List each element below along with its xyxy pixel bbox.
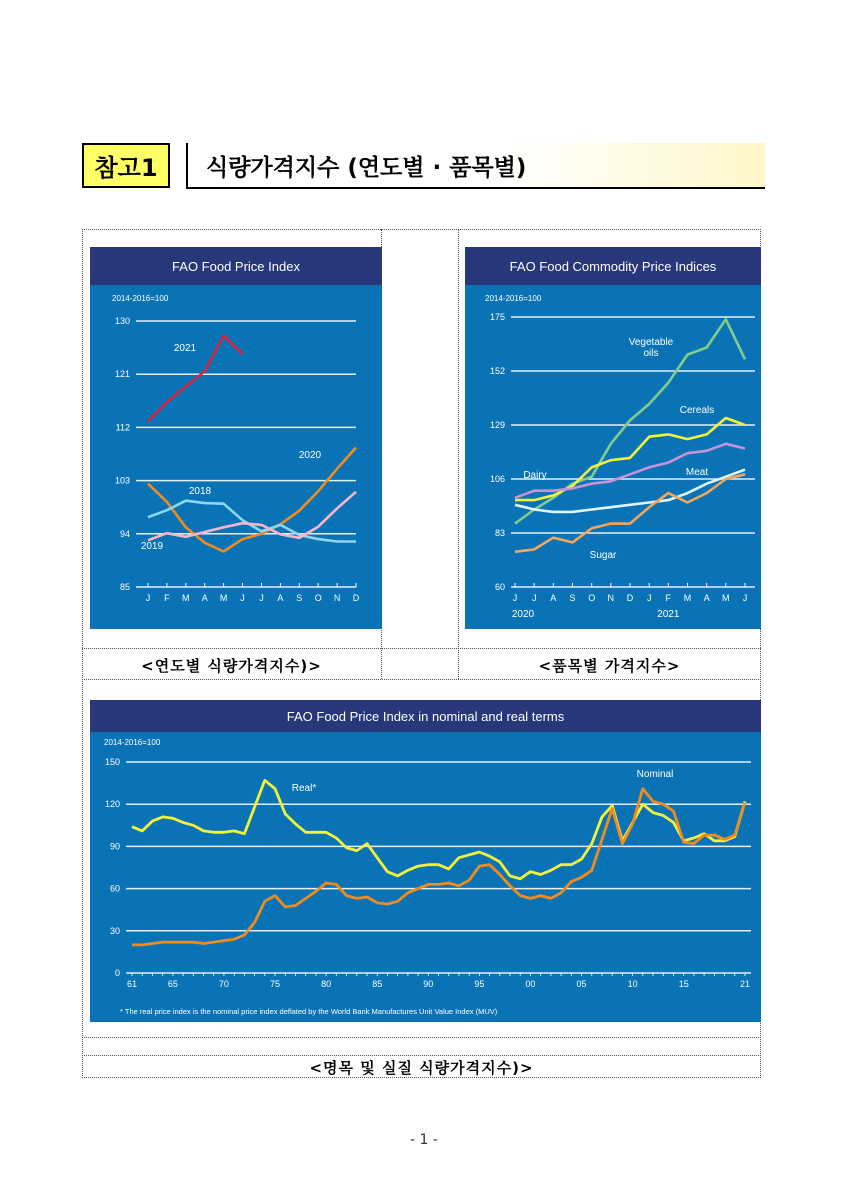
x-tick-label: A (277, 593, 284, 603)
table-divider (82, 648, 761, 649)
y-tick-label: 30 (109, 925, 120, 936)
table-divider (82, 679, 761, 680)
x-tick-label: D (626, 593, 634, 603)
series-label: Real* (291, 783, 317, 794)
page-title (186, 143, 765, 189)
x-tick-label: A (550, 593, 557, 603)
x-tick-label: J (259, 593, 264, 603)
series-label: oils (643, 348, 659, 359)
y-tick-label: 83 (494, 528, 505, 538)
series-line-Real (132, 780, 745, 879)
chart-nominal-real-panel (90, 700, 761, 1022)
table-divider (82, 1055, 761, 1056)
x-tick-label: 15 (678, 979, 689, 989)
x-tick-label: O (588, 593, 596, 603)
x-tick-label: M (722, 593, 730, 603)
series-label: Nominal (636, 769, 674, 780)
caption-commodity: <품목별 가격지수> (538, 657, 681, 675)
y-tick-label: 94 (119, 528, 130, 539)
x-tick-label: M (683, 593, 692, 603)
y-tick-label: 106 (489, 474, 505, 484)
chart-annual-svg (90, 285, 382, 629)
x-tick-label: J (145, 593, 151, 603)
y-tick-label: 90 (109, 841, 120, 852)
footnote: * The real price index is the nominal price index deflated by the World Bank Manufactures Unit Value Index (MUV) (120, 1007, 498, 1016)
unit-note: 2014-2016=100 (112, 294, 169, 303)
x-tick-label: J (512, 593, 518, 603)
unit-note: 2014-2016=100 (104, 738, 161, 747)
chart-annual-panel (90, 247, 382, 629)
series-line-Cereals (515, 418, 745, 500)
x-tick-label: 65 (167, 979, 178, 989)
series-label: Sugar (589, 550, 617, 561)
series-label: 2019 (140, 541, 164, 552)
x-tick-label: M (219, 593, 228, 603)
x-tick-label: F (665, 593, 672, 603)
year-label: 2020 (511, 609, 535, 620)
reference-badge: 참고1 (82, 143, 170, 188)
x-tick-label: F (164, 593, 170, 603)
series-label: Meat (685, 467, 709, 478)
unit-note: 2014-2016=100 (485, 294, 542, 303)
x-tick-label: N (333, 593, 341, 603)
y-tick-label: 130 (114, 316, 130, 326)
series-label: Dairy (523, 470, 547, 481)
x-tick-label: J (646, 593, 652, 603)
x-tick-label: 00 (525, 979, 536, 989)
y-tick-label: 121 (114, 369, 130, 380)
y-tick-label: 103 (114, 475, 130, 486)
chart-commodity-title: FAO Food Commodity Price Indices (465, 247, 761, 285)
chart-commodity-panel (465, 247, 761, 629)
chart-nominal-real-svg (90, 732, 761, 1022)
x-tick-label: S (569, 593, 576, 603)
series-label: Cereals (679, 405, 715, 416)
y-tick-label: 112 (115, 422, 130, 433)
x-tick-label: S (296, 593, 303, 603)
series-label: 2020 (298, 450, 322, 461)
chart-nominal-real-title: FAO Food Price Index in nominal and real terms (90, 700, 761, 732)
chart-annual-title: FAO Food Price Index (90, 247, 382, 285)
y-tick-label: 60 (109, 883, 120, 894)
table-divider (458, 229, 459, 679)
x-tick-label: D (352, 593, 360, 603)
y-tick-label: 0 (114, 968, 120, 978)
y-tick-label: 129 (489, 420, 505, 430)
series-label: Vegetable (628, 337, 674, 348)
series-line-Vegetable-oils (515, 319, 745, 523)
y-tick-label: 120 (104, 799, 120, 810)
page-number: - 1 - (410, 1132, 438, 1148)
series-label: 2018 (188, 486, 212, 497)
caption-annual: <연도별 식량가격지수)> (141, 657, 322, 675)
x-tick-label: 70 (218, 979, 229, 989)
x-tick-label: J (531, 593, 537, 603)
year-label: 2021 (657, 609, 680, 620)
x-tick-label: A (703, 593, 710, 603)
x-tick-label: 75 (269, 979, 281, 989)
x-tick-label: J (742, 593, 748, 603)
y-tick-label: 85 (119, 582, 130, 592)
x-tick-label: O (314, 593, 322, 603)
x-tick-label: 61 (126, 979, 138, 989)
x-tick-label: M (182, 593, 190, 603)
x-tick-label: J (240, 593, 245, 603)
x-tick-label: 85 (372, 979, 383, 989)
page-title-text: 식량가격지수 (연도별 · 품목별) (206, 154, 527, 181)
caption-nominal-real: <명목 및 실질 식량가격지수)> (309, 1059, 534, 1077)
x-tick-label: A (201, 593, 208, 603)
x-tick-label: 95 (474, 979, 485, 989)
x-tick-label: 10 (627, 979, 638, 989)
x-tick-label: 80 (321, 979, 332, 989)
series-line-2019 (148, 492, 356, 541)
x-tick-label: N (607, 593, 615, 603)
chart-commodity-svg (465, 285, 761, 629)
series-label: 2021 (173, 343, 197, 354)
x-tick-label: 90 (423, 979, 434, 989)
series-line-Sugar (515, 474, 745, 552)
y-tick-label: 175 (489, 312, 505, 322)
y-tick-label: 60 (494, 582, 505, 592)
y-tick-label: 150 (104, 757, 120, 767)
table-divider (82, 1037, 761, 1038)
y-tick-label: 152 (489, 366, 505, 376)
x-tick-label: 21 (739, 979, 751, 989)
x-tick-label: 05 (576, 979, 587, 989)
